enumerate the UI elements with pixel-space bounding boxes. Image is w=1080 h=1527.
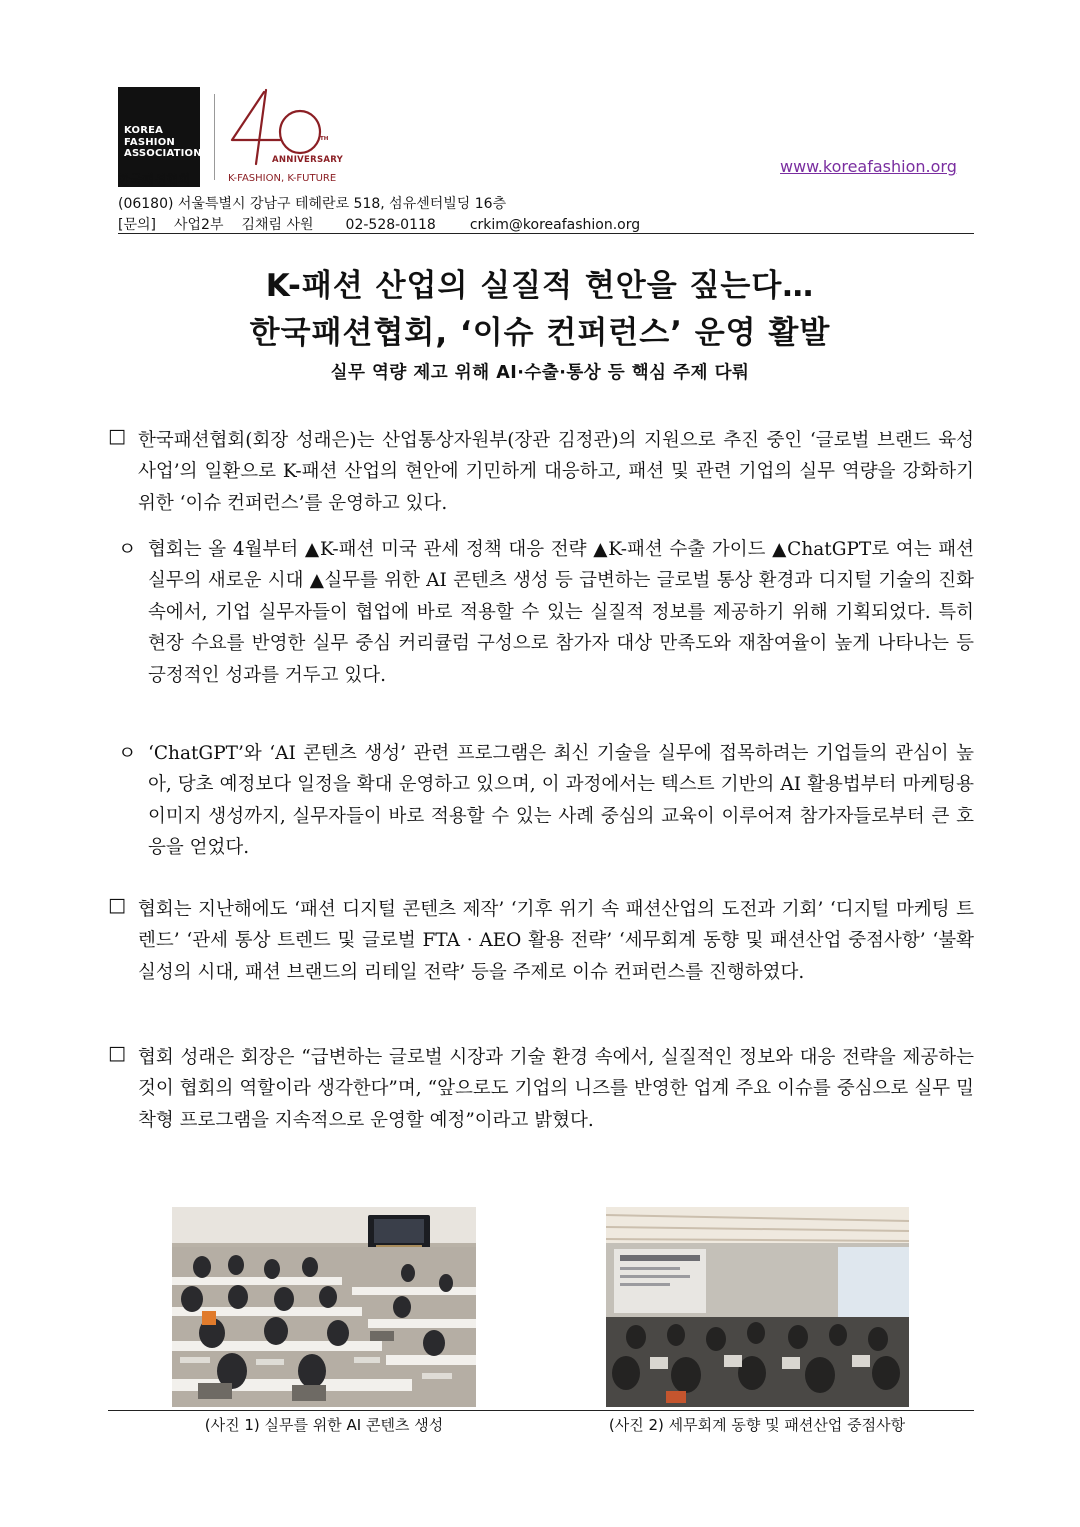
logo-divider: [214, 94, 215, 180]
logo-korean-name: 한국패션협회: [118, 172, 191, 187]
logo-english-name: KOREA FASHION ASSOCIATION: [124, 125, 202, 159]
photo-caption-2: (사진 2) 세무회계 동향 및 패션산업 중점사항: [608, 1416, 906, 1434]
contact-person: 김채림 사원: [241, 217, 314, 233]
contact-phone: 02-528-0118: [345, 217, 436, 233]
square-bullet-icon: □: [108, 425, 126, 447]
square-bullet-icon: □: [108, 1042, 126, 1064]
website-link[interactable]: www.koreafashion.org: [780, 157, 957, 176]
headline-line1: K-패션 산업의 실질적 현안을 짚는다…: [265, 268, 815, 304]
photo-ai-content-seminar: [172, 1207, 476, 1407]
contact-email[interactable]: crkim@koreafashion.org: [469, 217, 641, 233]
anniversary-label: ANNIVERSARY: [272, 155, 344, 165]
address: (06180) 서울특별시 강남구 테헤란로 518, 섬유센터빌딩 16층: [118, 196, 507, 212]
circle-bullet-icon: ㅇ: [118, 742, 137, 764]
caption-divider: [108, 1410, 974, 1411]
paragraph-4: 협회는 지난해에도 ‘패션 디지털 콘텐츠 제작’ ‘기후 위기 속 패션산업의 도전과 기회’ ‘디지털 마케팅 트렌드’ ‘관세 통상 트렌드 및 글로벌 FTA · AEO 활용 전략’ ‘세무회계 동향 및 패션산업 중점사항’ ‘불확실성의 시대, 패션 브랜드의 리테일 전략’ 등을 주제로 이슈 컨퍼런스를 진행하였다.: [138, 899, 974, 983]
svg-text:TH: TH: [320, 136, 329, 142]
contact-dept: 사업2부: [173, 217, 224, 233]
headline-line2: 한국패션협회, ‘이슈 컨퍼런스’ 운영 활발: [249, 315, 831, 351]
circle-bullet-icon: ㅇ: [118, 538, 137, 560]
photo-caption-1: (사진 1) 실무를 위한 AI 콘텐츠 생성: [204, 1416, 444, 1434]
paragraph-5: 협회 성래은 회장은 “급변하는 글로벌 시장과 기술 환경 속에서, 실질적인 정보와 대응 전략을 제공하는 것이 협회의 역할이라 생각한다”며, “앞으로도 기업의 니즈를 반영한 업계 주요 이슈를 중심으로 실무 밀착형 프로그램을 지속적으로 운영할 예정”이라고 밝혔다.: [138, 1047, 974, 1131]
subheadline: 실무 역량 제고 위해 AI·수출·통상 등 핵심 주제 다뤄: [330, 363, 750, 383]
paragraph-3: ‘ChatGPT’와 ‘AI 콘텐츠 생성’ 관련 프로그램은 최신 기술을 실무에 접목하려는 기업들의 관심이 높아, 당초 예정보다 일정을 확대 운영하고 있으며, 이 과정에서는 텍스트 기반의 AI 활용법부터 마케팅용 이미지 생성까지, 실무자들이 바로 적용할 수 있는 사례 중심의 교육이 이루어져 참가자들로부터 큰 호응을 얻었다.: [148, 743, 974, 859]
contact-label: [문의]: [118, 217, 156, 233]
header-divider: [118, 233, 974, 234]
tagline: K-FASHION, K-FUTURE: [228, 173, 337, 184]
paragraph-2: 협회는 올 4월부터 ▲K-패션 미국 관세 정책 대응 전략 ▲K-패션 수출 가이드 ▲ChatGPT로 여는 패션 실무의 새로운 시대 ▲실무를 위한 AI 콘텐츠 생성 등 급변하는 글로벌 통상 환경과 디지털 기술의 진화 속에서, 기업 실무자들이 협업에 바로 적용할 수 있는 실질적 정보를 제공하기 위해 기획되었다. 특히 현장 수요를 반영한 실무 중심 커리큘럼 구성으로 참가자 대상 만족도와 재참여율이 높게 나타나는 등 긍정적인 성과를 거두고 있다.: [148, 539, 974, 686]
paragraph-1: 한국패션협회(회장 성래은)는 산업통상자원부(장관 김정관)의 지원으로 추진 중인 ‘글로벌 브랜드 육성 사업’의 일환으로 K-패션 산업의 현안에 기민하게 대응하고, 패션 및 관련 기업의 실무 역량을 강화하기 위한 ‘이슈 컨퍼런스’를 운영하고 있다.: [138, 430, 974, 514]
photo-tax-accounting-seminar: [606, 1207, 909, 1407]
contact-line: [118, 214, 658, 234]
square-bullet-icon: □: [108, 894, 126, 916]
